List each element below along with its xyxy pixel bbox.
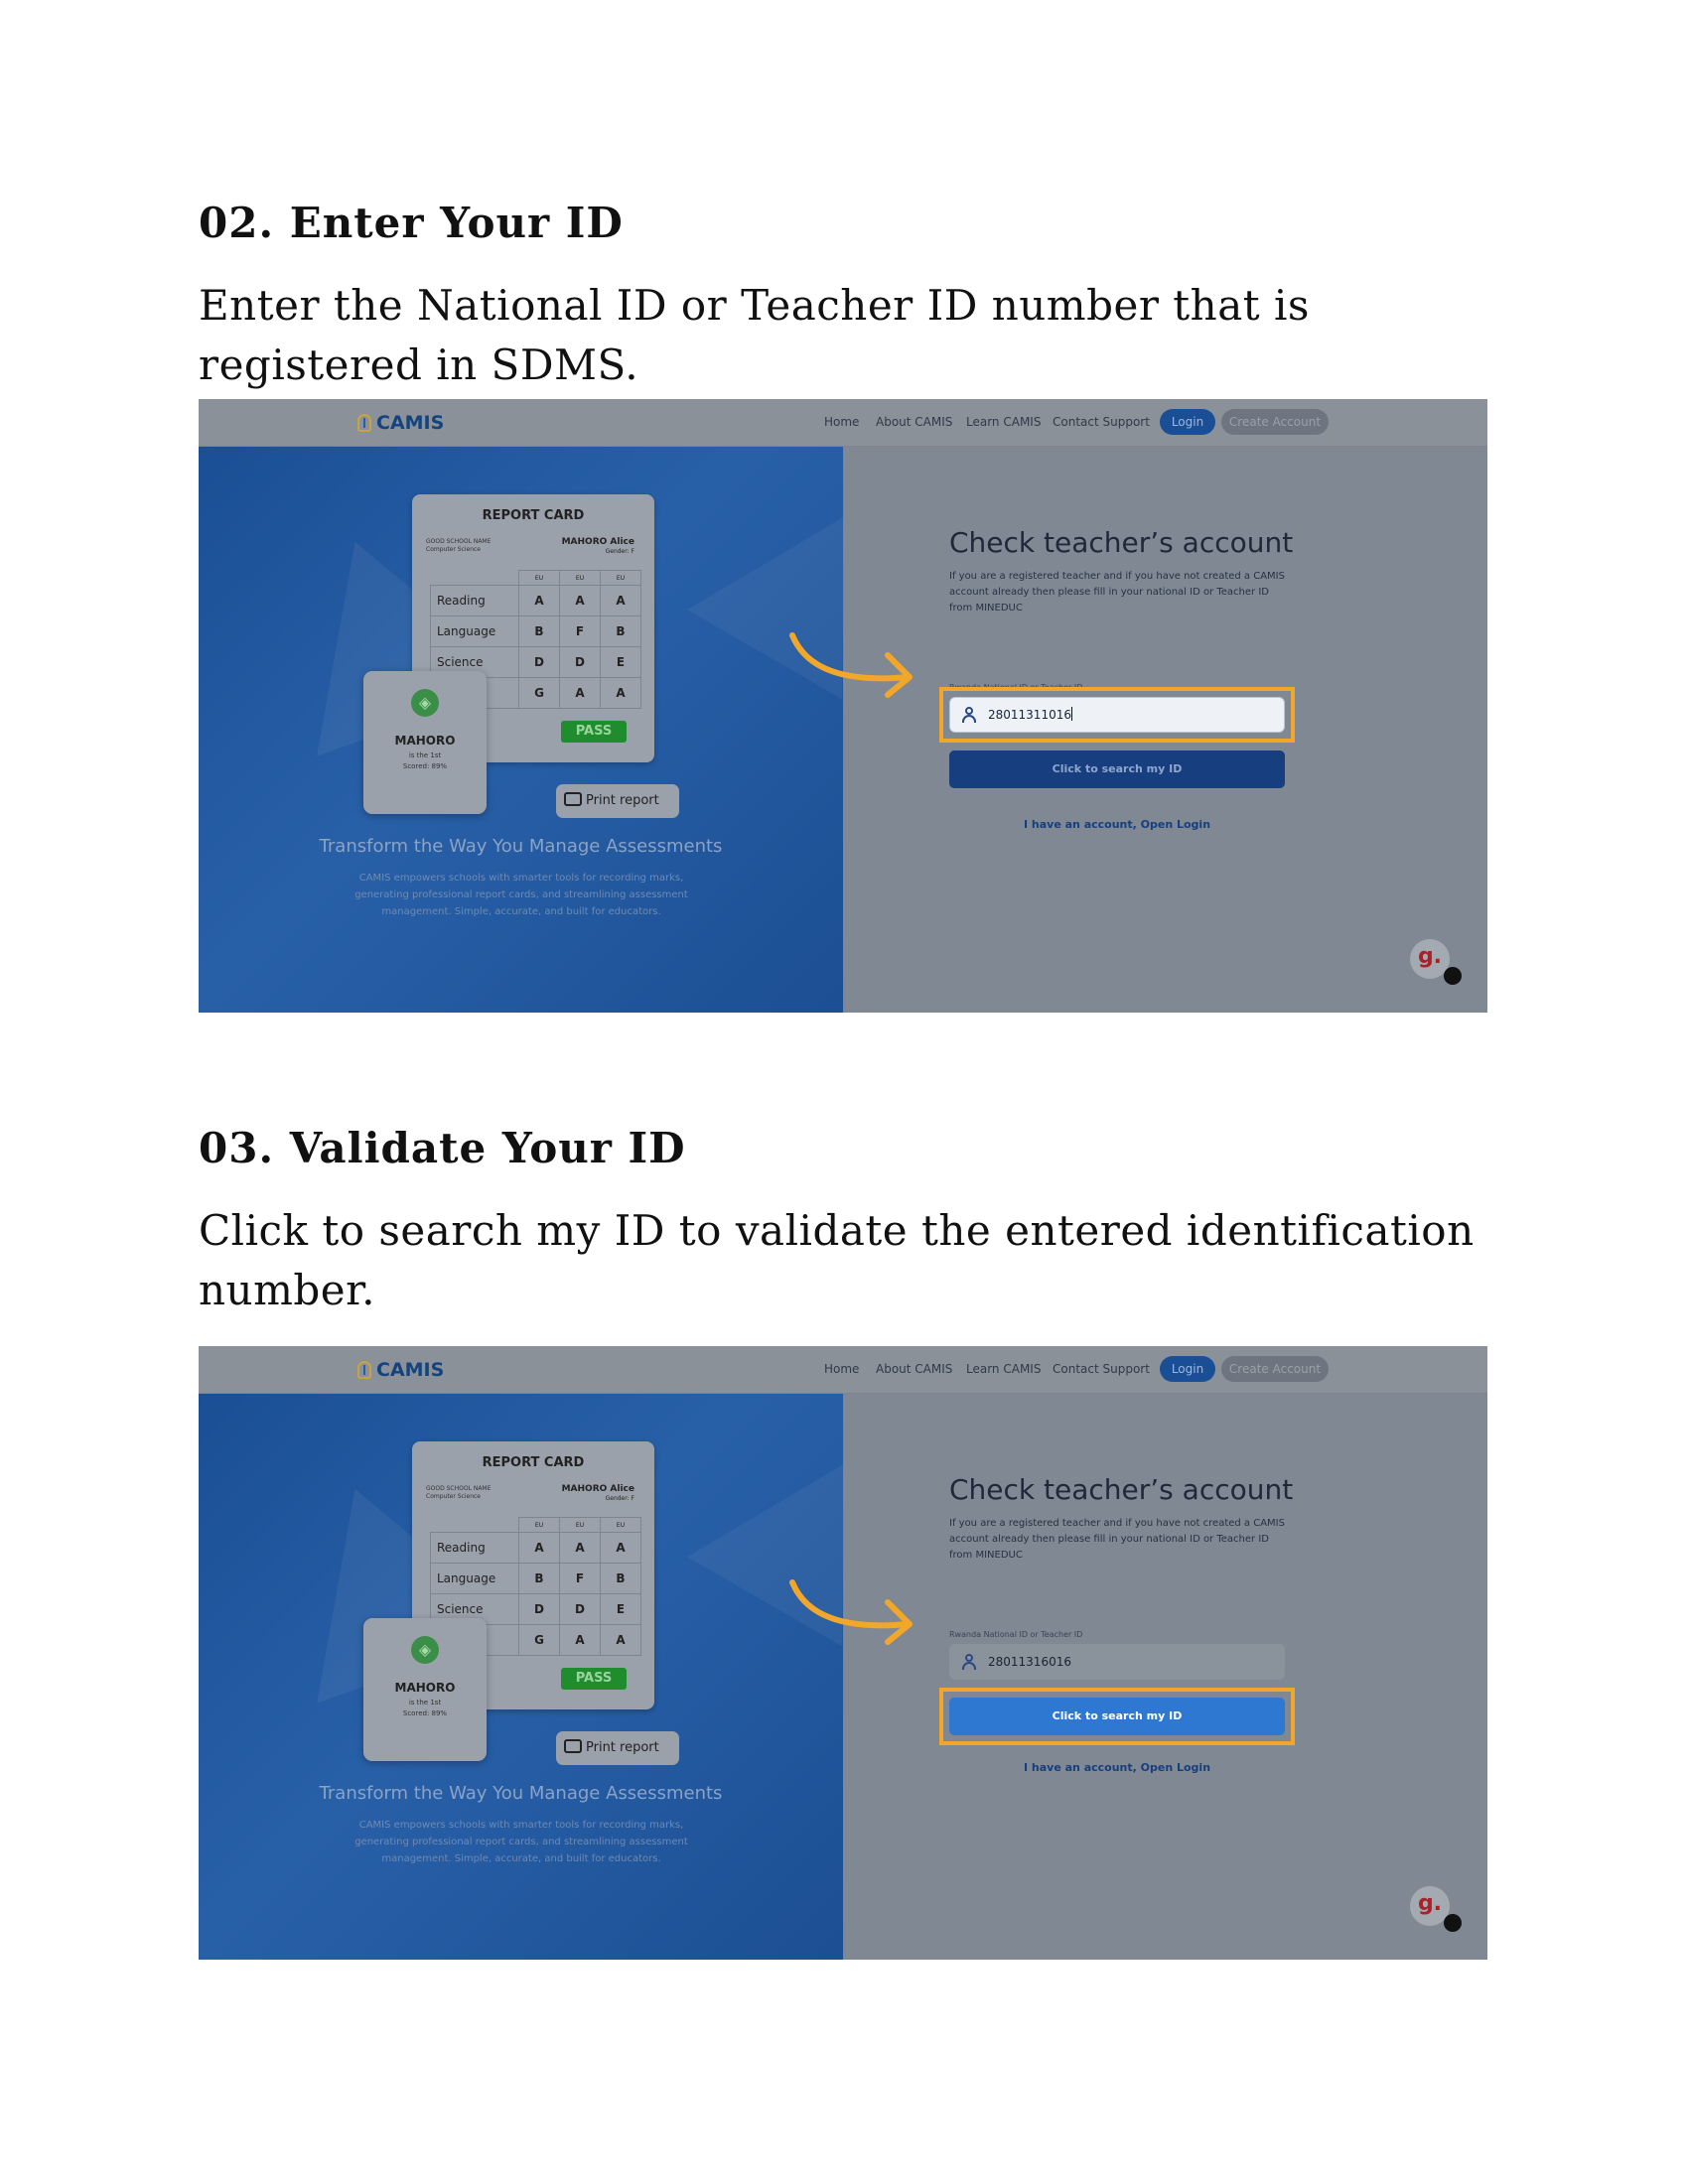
- id-field-label: Rwanda National ID or Teacher ID: [949, 1630, 1083, 1639]
- hero-description: CAMIS empowers schools with smarter tools for recording marks, generating professional report cards, and streamlining assessment management. Simple, accurate, and built for educators.: [354, 873, 688, 917]
- pass-badge: PASS: [561, 721, 627, 743]
- login-button[interactable]: Login: [1160, 409, 1215, 435]
- check-description: If you are a registered teacher and if you have not created a CAMIS account already then please fill in your national ID or Teacher ID from MINEDUC: [949, 571, 1285, 614]
- search-id-button[interactable]: Click to search my ID: [949, 1698, 1285, 1735]
- user-icon: [962, 1654, 976, 1670]
- pass-badge: PASS: [561, 1668, 627, 1690]
- top-navbar: [199, 399, 1487, 447]
- print-report-button[interactable]: Print report: [556, 784, 679, 818]
- status-dot: [1444, 967, 1462, 985]
- check-account-panel: [844, 1394, 1487, 1960]
- id-field-label: Rwanda National ID or Teacher ID: [949, 683, 1083, 692]
- nav-about[interactable]: About CAMIS: [876, 415, 953, 429]
- nav-contact[interactable]: Contact Support: [1053, 1362, 1150, 1376]
- section-text: Click to search my ID to validate the entered identification number.: [199, 1206, 1475, 1314]
- nav-about[interactable]: About CAMIS: [876, 1362, 953, 1376]
- top-navbar: [199, 1346, 1487, 1394]
- pointer-arrow-icon: [784, 1570, 923, 1650]
- printer-icon: [564, 792, 582, 806]
- nav-learn[interactable]: Learn CAMIS: [966, 1362, 1042, 1376]
- hero-tagline: Transform the Way You Manage Assessments: [319, 836, 723, 857]
- check-title: Check teacher’s account: [949, 1473, 1294, 1506]
- student-badge: ◈ MAHORO is the 1st Scored: 89%: [363, 671, 487, 814]
- camis-logo[interactable]: CAMIS: [357, 410, 444, 436]
- create-account-button[interactable]: Create Account: [1221, 1356, 1329, 1382]
- screenshot: [199, 1346, 1487, 1960]
- check-title: Check teacher’s account: [949, 526, 1294, 559]
- nav-learn[interactable]: Learn CAMIS: [966, 415, 1042, 429]
- camis-logo-icon: [357, 1361, 371, 1379]
- medal-icon: ◈: [411, 1636, 439, 1664]
- camis-logo-icon: [357, 414, 371, 432]
- nav-contact[interactable]: Contact Support: [1053, 415, 1150, 429]
- medal-icon: ◈: [411, 689, 439, 717]
- nav-home[interactable]: Home: [824, 415, 860, 429]
- hero-tagline: Transform the Way You Manage Assessments: [319, 1783, 723, 1804]
- g-avatar-icon[interactable]: g.: [1410, 939, 1450, 979]
- check-account-panel: [844, 447, 1487, 1013]
- search-id-button[interactable]: Click to search my ID: [949, 751, 1285, 788]
- screenshot: [199, 399, 1487, 1013]
- id-input[interactable]: 28011316016: [949, 1644, 1285, 1680]
- printer-icon: [564, 1739, 582, 1753]
- status-dot: [1444, 1914, 1462, 1932]
- grades-table: EU EU EU Reading A A A Language B F B Science D D E G A A: [430, 1517, 641, 1656]
- section-heading: 02. Enter Your ID: [199, 199, 624, 247]
- grades-table: EU EU EU Reading A A A Language B F B Science D D E G A A: [430, 570, 641, 709]
- open-login-link[interactable]: I have an account, Open Login: [1023, 818, 1211, 831]
- section-heading: 03. Validate Your ID: [199, 1124, 686, 1172]
- camis-logo[interactable]: CAMIS: [357, 1357, 444, 1383]
- id-input[interactable]: 28011311016: [949, 697, 1285, 733]
- pointer-arrow-icon: [784, 623, 923, 703]
- report-card: REPORT CARD GOOD SCHOOL NAME Computer Science MAHORO Alice Gender: F EU EU EU Reading A A A Language B F B Science D D E G A A PASS: [412, 1441, 654, 1709]
- report-card: REPORT CARD GOOD SCHOOL NAME Computer Science MAHORO Alice Gender: F EU EU EU Reading A A A Language B F B Science D D E G A A PASS: [412, 494, 654, 762]
- create-account-button[interactable]: Create Account: [1221, 409, 1329, 435]
- highlight-box: [939, 1688, 1295, 1745]
- login-button[interactable]: Login: [1160, 1356, 1215, 1382]
- check-description: If you are a registered teacher and if you have not created a CAMIS account already then please fill in your national ID or Teacher ID from MINEDUC: [949, 1518, 1285, 1561]
- hero-panel: [199, 1394, 843, 1960]
- highlight-box: [939, 687, 1295, 743]
- section-text: Enter the National ID or Teacher ID number that is registered in SDMS.: [199, 281, 1310, 389]
- open-login-link[interactable]: I have an account, Open Login: [1023, 1761, 1211, 1774]
- nav-home[interactable]: Home: [824, 1362, 860, 1376]
- student-badge: ◈ MAHORO is the 1st Scored: 89%: [363, 1618, 487, 1761]
- hero-description: CAMIS empowers schools with smarter tools for recording marks, generating professional report cards, and streamlining assessment management. Simple, accurate, and built for educators.: [354, 1820, 688, 1864]
- hero-panel: [199, 447, 843, 1013]
- print-report-button[interactable]: Print report: [556, 1731, 679, 1765]
- g-avatar-icon[interactable]: g.: [1410, 1886, 1450, 1926]
